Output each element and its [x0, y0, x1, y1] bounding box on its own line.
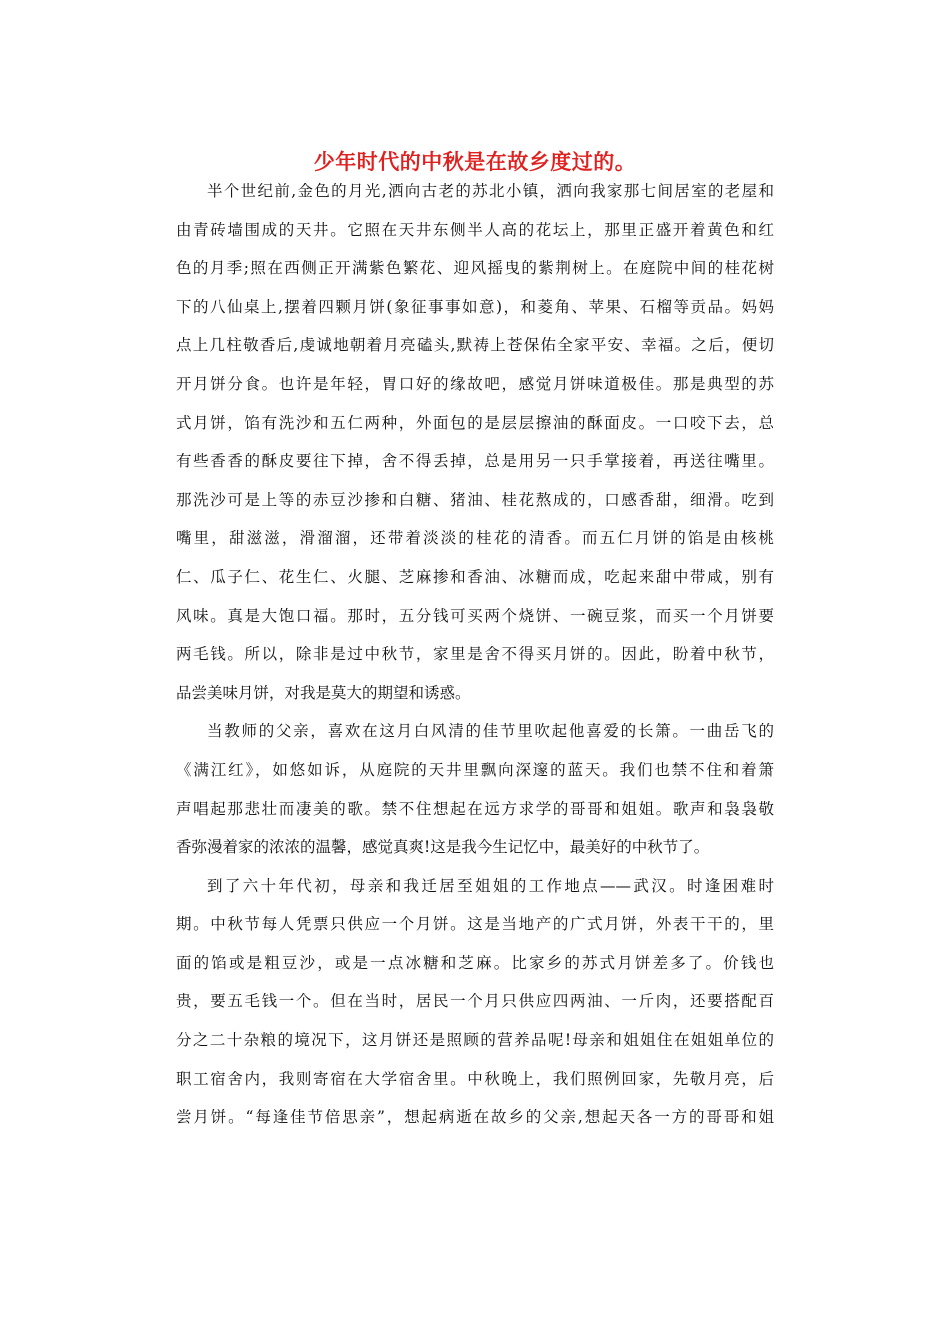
body-text-line: 尝月饼。“每逢佳节倍思亲”，想起病逝在故乡的父亲,想起天各一方的哥哥和姐 [176, 1108, 774, 1127]
body-text-line: 风味。真是大饱口福。那时，五分钱可买两个烧饼、一碗豆浆，而买一个月饼要 [176, 606, 774, 625]
body-text-line: 半个世纪前,金色的月光,洒向古老的苏北小镇，洒向我家那七间居室的老屋和 [207, 182, 774, 200]
body-text-line: 品尝美味月饼，对我是莫大的期望和诱惑。 [176, 683, 471, 702]
body-text-line: 开月饼分食。也许是年轻，胃口好的缘故吧，感觉月饼味道极佳。那是典型的苏 [176, 374, 774, 393]
body-text-line: 由青砖墙围成的天井。它照在天井东侧半人高的花坛上，那里正盛开着黄色和红 [176, 220, 774, 239]
document-title: 少年时代的中秋是在故乡度过的。 [313, 149, 637, 174]
body-text-line: 那洗沙可是上等的赤豆沙掺和白糖、猪油、桂花熬成的，口感香甜，细滑。吃到 [176, 490, 774, 509]
body-text-line: 点上几柱敬香后,虔诚地朝着月亮磕头,默祷上苍保佑全家平安、幸福。之后，便切 [176, 336, 774, 355]
document-body [176, 172, 774, 1137]
body-text-line: 香弥漫着家的浓浓的温馨，感觉真爽!这是我今生记忆中，最美好的中秋节了。 [176, 838, 710, 857]
body-text-line: 面的馅或是粗豆沙，或是一点冰糖和芝麻。比家乡的苏式月饼差多了。价钱也 [176, 953, 774, 972]
body-text-line: 有些香香的酥皮要往下掉，舍不得丢掉，总是用另一只手掌接着，再送往嘴里。 [176, 452, 774, 471]
body-text-line: 色的月季;照在西侧正开满紫色繁花、迎风摇曳的紫荆树上。在庭院中间的桂花树 [176, 259, 774, 278]
body-text-line: 职工宿舍内，我则寄宿在大学宿舍里。中秋晚上，我们照例回家，先敬月亮，后 [176, 1069, 774, 1088]
body-text-line: 分之二十杂粮的境况下，这月饼还是照顾的营养品呢!母亲和姐姐住在姐姐单位的 [176, 1031, 774, 1050]
body-text-line: 到了六十年代初，母亲和我迁居至姐姐的工作地点——武汉。时逢困难时 [207, 876, 774, 895]
body-text-line: 声唱起那悲壮而凄美的歌。禁不住想起在远方求学的哥哥和姐姐。歌声和袅袅敬 [176, 799, 774, 818]
body-text-line: 贵，要五毛钱一个。但在当时，居民一个月只供应四两油、一斤肉，还要搭配百 [176, 992, 774, 1011]
body-text-line: 式月饼，馅有洗沙和五仁两种，外面包的是层层擦油的酥面皮。一口咬下去，总 [176, 413, 774, 432]
body-text-line: 当教师的父亲，喜欢在这月白风清的佳节里吹起他喜爱的长箫。一曲岳飞的 [207, 722, 774, 741]
body-text-line: 仁、瓜子仁、花生仁、火腿、芝麻掺和香油、冰糖而成，吃起来甜中带咸，别有 [176, 567, 774, 586]
body-text-line: 嘴里，甜滋滋，滑溜溜，还带着淡淡的桂花的清香。而五仁月饼的馅是由核桃 [176, 529, 774, 548]
body-text-line: 下的八仙桌上,摆着四颗月饼(象征事事如意)，和菱角、苹果、石榴等贡品。妈妈 [176, 297, 774, 316]
body-text-line: 《满江红》，如悠如诉，从庭院的天井里飘向深邃的蓝天。我们也禁不住和着箫 [176, 760, 774, 779]
body-text-line: 两毛钱。所以，除非是过中秋节，家里是舍不得买月饼的。因此，盼着中秋节， [176, 645, 774, 664]
body-text-line: 期。中秋节每人凭票只供应一个月饼。这是当地产的广式月饼，外表干干的，里 [176, 915, 774, 934]
